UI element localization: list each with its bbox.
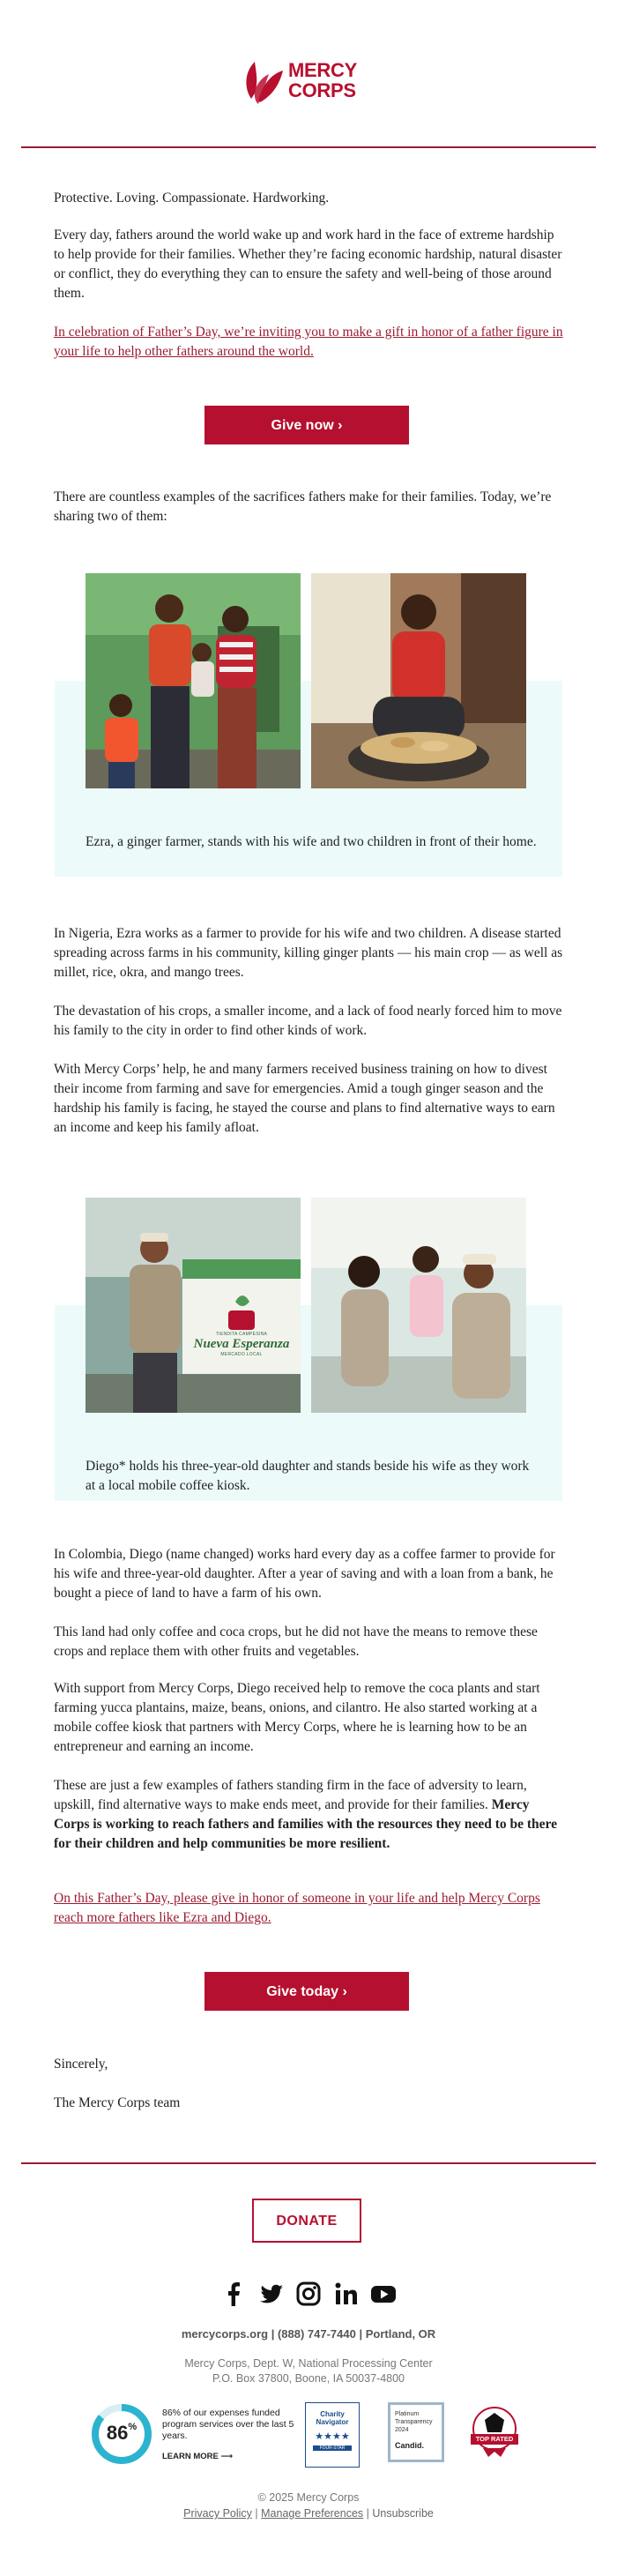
ezra-family-photo [85,573,301,788]
story2-paragraph-3: With support from Mercy Corps, Diego received help to remove the coca plants and start farming yucca plantains, maize, beans, onions, and cilantro. He also started working at a mobile coffee kiosk that partners with Mercy Corps, where he is learning how to be an entrepreneur and earning an income. [54,1681,540,1754]
top-rated-badge[interactable]: TOP RATED [467,2402,522,2460]
site-link[interactable]: mercycorps.org [181,2327,269,2341]
linkedin-icon[interactable] [333,2281,360,2307]
learn-more-link[interactable]: LEARN MORE ⟶ [162,2452,234,2461]
signoff-sincerely: Sincerely, [54,2057,108,2072]
closing-plain-text: These are just a few examples of fathers standing firm in the face of adversity to learn, upskill, find alternative ways to make ends meet, and provide for their families. [54,1778,527,1812]
closing-bold-text: Mercy Corps is working to reach fathers and families with the resources they need to be there for their children and help communities be more resilient. [54,1797,558,1851]
story1-caption: Ezra, a ginger farmer, stands with his wife and two children in front of their home. [85,833,537,849]
candid-transparency-badge[interactable]: Platinum Transparency 2024 Candid. [388,2402,444,2462]
header-divider [21,146,596,148]
kiosk-sign-brand: Nueva Esperanza [193,1337,290,1351]
charity-navigator-badge[interactable]: Charity Navigator ★★★★ FOUR-STAR [305,2402,360,2468]
footer-divider [21,2162,596,2164]
diego-family-photo [311,1198,526,1413]
twitter-icon[interactable] [258,2281,285,2307]
gift-honor-link[interactable]: In celebration of Father’s Day, we’re inviting you to make a gift in honor of a father figure in your life to help other fathers around the world. [54,325,563,359]
intro-link-wrap [54,323,565,362]
contact-line: mercycorps.org | (888) 747-7440 | Portland, OR [181,2327,436,2341]
email-header [0,0,617,146]
story2-paragraph-1: In Colombia, Diego (name changed) works hard every day as a coffee farmer to provide for his wife and three-year-old daughter. After a year of saving and with a loan from a bank, he bought a piece of land to have a farm of his own. [54,1547,555,1601]
tagline: Protective. Loving. Compassionate. Hardworking. [54,190,330,205]
address-line-2: P.O. Box 37800, Boone, IA 50037-4800 [212,2372,405,2385]
lead-in-paragraph: There are countless examples of the sacrifices fathers make for their families. Today, we’re sharing two of them: [54,489,552,524]
signoff-team: The Mercy Corps team [54,2095,181,2110]
city-text: Portland, OR [365,2327,436,2341]
kiosk-sign [184,1332,299,1357]
privacy-policy-link[interactable]: Privacy Policy [183,2507,252,2520]
social-icons [220,2280,397,2308]
donate-button[interactable]: DONATE [252,2199,361,2243]
stat-value: 86% [106,2422,138,2444]
stat-description [162,2408,294,2462]
story1-paragraph-2: The devastation of his crops, a smaller income, and a lack of food nearly forced him to move his family to the city in order to find other kinds of work. [54,1004,562,1038]
story2-caption: Diego* holds his three-year-old daughter and stands beside his wife as they work at a local mobile coffee kiosk. [85,1458,530,1493]
instagram-icon[interactable] [295,2281,322,2307]
unsubscribe-link[interactable]: Unsubscribe [372,2507,434,2520]
stat-text: 86% of our expenses funded program services over the last 5 years. [162,2408,294,2441]
manage-preferences-link[interactable]: Manage Preferences [261,2507,364,2520]
kiosk-sign-sub: MERCADO LOCAL [220,1352,263,1357]
mercy-corps-logo[interactable] [239,55,384,106]
story2-link-wrap [54,1889,565,1928]
fathers-day-give-link[interactable]: On this Father’s Day, please give in honor of someone in your life and help Mercy Corps reach more fathers like Ezra and Diego. [54,1891,540,1925]
rating-stars-icon: ★★★★ [315,2431,350,2442]
give-today-button[interactable]: Give today › [204,1972,409,2011]
intro-paragraph: Every day, fathers around the world wake up and work hard in the face of extreme hardship to help provide for their families. Whether they’re facing economic hardship, natural disaster or conflict, they do everything they can to ensure the safety and well-being of those around them. [54,228,562,301]
logo-line-corps: CORPS [288,79,356,101]
ezra-ginger-photo [311,573,526,788]
story2-paragraph-2: This land had only coffee and coca crops, but he did not have the means to remove these crops and replace them with other fruits and vegetables. [54,1624,538,1659]
leaf-icon [239,55,286,106]
logo-wordmark [288,60,357,101]
diego-kiosk-photo [85,1198,301,1413]
logo-line-mercy: MERCY [288,59,357,81]
story1-paragraph-3: With Mercy Corps’ help, he and many farmers received business training on how to divest their income from farming and save for emergencies. Amid a tough ginger season and the hardship his family is facing, he stayed the course and plans to find alternative ways to earn an income and keep his family afloat. [54,1062,555,1135]
story1-paragraph-1: In Nigeria, Ezra works as a farmer to provide for his wife and two children. A disease started spreading across farms in his community, killing ginger plants — his main crop — as well as millet, rice, okra, and mango trees. [54,926,563,980]
copyright: © 2025 Mercy Corps [257,2491,360,2504]
give-now-button[interactable]: Give now › [204,406,409,444]
address-line-1: Mercy Corps, Dept. W, National Processing Center [184,2357,433,2370]
youtube-icon[interactable] [370,2281,397,2307]
arrow-right-icon: ⟶ [220,2452,234,2461]
kiosk-sign-small: TIENDITA CAMPESINA [215,1332,268,1337]
facebook-icon[interactable] [220,2281,247,2307]
story2-paragraph-4 [54,1776,565,1854]
expenses-stat [88,2401,155,2468]
footer-links: Privacy Policy | Manage Preferences | Unsubscribe [183,2507,434,2520]
phone-link[interactable]: (888) 747-7440 [277,2327,356,2341]
